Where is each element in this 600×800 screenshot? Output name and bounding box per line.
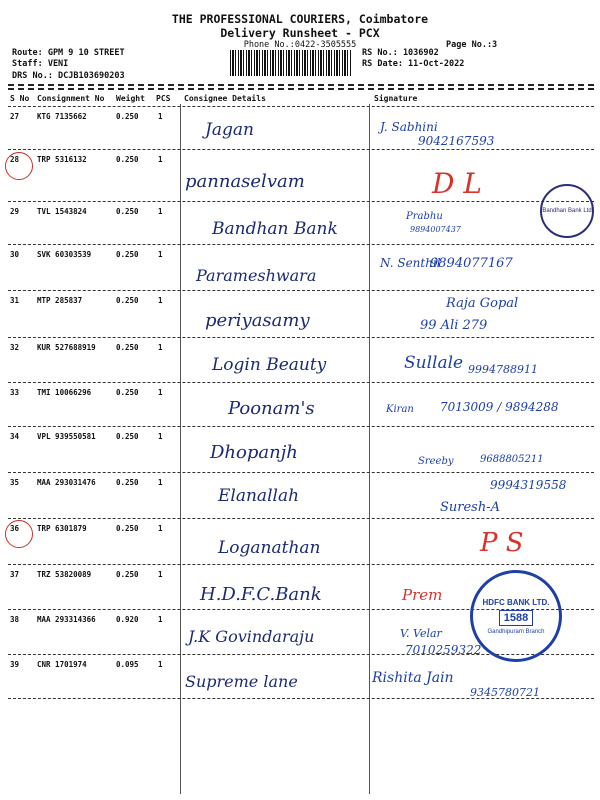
row-divider xyxy=(8,382,594,383)
row-consignee-handwritten: Elanallah xyxy=(218,486,300,506)
staff-label: Staff: VENI xyxy=(12,59,69,69)
row-sno: 29 xyxy=(10,207,20,216)
row-divider xyxy=(8,564,594,565)
row-pcs: 1 xyxy=(158,524,163,533)
row-consignee-handwritten: Poonam's xyxy=(228,398,315,419)
row-consignment-no: TRZ 53820089 xyxy=(37,570,92,579)
hdfc-stamp-name: HDFC BANK LTD. xyxy=(482,597,550,607)
row-weight: 0.250 xyxy=(116,207,139,216)
row-consignment-no: TRP 6301879 xyxy=(37,524,87,533)
row-consignment-no: KUR 527688919 xyxy=(37,343,96,352)
row-signature-phone: 9894007437 xyxy=(410,225,461,234)
col-consignment: Consignment No xyxy=(37,94,105,103)
rs-number: RS No.: 1036902 xyxy=(362,48,439,58)
row-divider xyxy=(8,518,594,519)
row-signature: Kiran xyxy=(386,404,414,415)
row-sno: 34 xyxy=(10,432,20,441)
hdfc-stamp xyxy=(470,570,562,662)
row-consignee-handwritten: Bandhan Bank xyxy=(212,219,338,239)
col-pcs: PCS xyxy=(156,94,171,103)
row-pcs: 1 xyxy=(158,207,163,216)
row-consignee-handwritten: Loganathan xyxy=(218,538,321,558)
row-signature: 9994319558 xyxy=(490,478,567,492)
row-divider xyxy=(8,290,594,291)
page-number: Page No.:3 xyxy=(446,40,498,50)
hdfc-stamp-code: 1588 xyxy=(499,610,533,626)
hdfc-stamp-branch: Gandhipuram Branch xyxy=(487,628,545,635)
row-sno: 30 xyxy=(10,250,20,259)
row-signature-phone: 7010259322 xyxy=(405,643,482,657)
rs-date: RS Date: 11-Oct-2022 xyxy=(362,59,465,69)
row-sno: 31 xyxy=(10,296,20,305)
row-divider xyxy=(8,201,594,202)
row-consignment-no: MAA 293031476 xyxy=(37,478,96,487)
row-consignee-handwritten: Parameshwara xyxy=(196,266,317,285)
bank-stamp-text: Bandhan Bank Ltd xyxy=(542,208,592,214)
row-signature-phone: 9894077167 xyxy=(430,256,513,271)
row-signature: Sullale xyxy=(404,353,464,373)
runsheet-subtitle: Delivery Runsheet - PCX xyxy=(220,26,380,40)
row-weight: 0.250 xyxy=(116,432,139,441)
row-consignment-no: KTG 7135662 xyxy=(37,112,87,121)
row-sno: 32 xyxy=(10,343,20,352)
row-consignment-no: SVK 60303539 xyxy=(37,250,92,259)
row-signature-phone: 99 Ali 279 xyxy=(420,318,488,333)
row-divider xyxy=(8,337,594,338)
row-weight: 0.250 xyxy=(116,343,139,352)
header-divider-2 xyxy=(8,88,594,90)
row-signature: J. Sabhini xyxy=(380,120,438,134)
row-signature: Prem xyxy=(402,586,443,604)
row-consignee-handwritten: periyasamy xyxy=(205,310,310,331)
row-consignee-handwritten: Supreme lane xyxy=(185,672,298,691)
row-pcs: 1 xyxy=(158,155,163,164)
row-weight: 0.250 xyxy=(116,524,139,533)
circle-mark-28 xyxy=(5,152,33,180)
row-pcs: 1 xyxy=(158,660,163,669)
row-consignee-handwritten: Login Beauty xyxy=(212,355,327,375)
row-sno: 35 xyxy=(10,478,20,487)
row-weight: 0.250 xyxy=(116,250,139,259)
row-consignee-handwritten: pannaselvam xyxy=(185,171,305,192)
row-signature-phone: Suresh-A xyxy=(440,500,501,515)
row-sno: 39 xyxy=(10,660,20,669)
row-divider xyxy=(8,426,594,427)
row-pcs: 1 xyxy=(158,388,163,397)
row-weight: 0.250 xyxy=(116,155,139,164)
row-sno: 28 xyxy=(10,155,20,164)
route-label: Route: GPM 9 10 STREET xyxy=(12,48,125,58)
row-signature-phone: 9994788911 xyxy=(468,363,538,376)
row-signature: N. Senthil xyxy=(380,256,441,270)
row-consignment-no: CNR 1701974 xyxy=(37,660,87,669)
row-pcs: 1 xyxy=(158,343,163,352)
row-weight: 0.095 xyxy=(116,660,139,669)
row-consignment-no: TVL 1543824 xyxy=(37,207,87,216)
row-consignment-no: VPL 939550581 xyxy=(37,432,96,441)
row-sno: 38 xyxy=(10,615,20,624)
row-weight: 0.920 xyxy=(116,615,139,624)
row-consignment-no: MAA 293314366 xyxy=(37,615,96,624)
row-signature: D L xyxy=(432,167,482,200)
row-pcs: 1 xyxy=(158,478,163,487)
row-signature: Prabhu xyxy=(406,211,443,222)
row-consignee-handwritten: H.D.F.C.Bank xyxy=(200,584,322,605)
row-signature-phone: 9688805211 xyxy=(480,454,544,465)
barcode xyxy=(230,50,352,76)
row-signature: Raja Gopal xyxy=(446,296,519,311)
row-consignment-no: TMI 10066296 xyxy=(37,388,92,397)
row-weight: 0.250 xyxy=(116,478,139,487)
col-signature: Signature xyxy=(374,94,418,103)
row-consignee-handwritten: Dhopanjh xyxy=(210,442,298,463)
row-sno: 33 xyxy=(10,388,20,397)
row-consignment-no: MTP 285837 xyxy=(37,296,83,305)
row-sno: 36 xyxy=(10,524,20,533)
row-pcs: 1 xyxy=(158,432,163,441)
row-weight: 0.250 xyxy=(116,570,139,579)
col-consignee: Consignee Details xyxy=(184,94,266,103)
row-divider xyxy=(8,472,594,473)
circle-mark-36 xyxy=(5,520,33,548)
row-weight: 0.250 xyxy=(116,112,139,121)
row-weight: 0.250 xyxy=(116,388,139,397)
row-signature: V. Velar xyxy=(400,627,442,640)
row-signature-phone: 7013009 / 9894288 xyxy=(440,400,559,414)
row-divider xyxy=(8,244,594,245)
row-divider xyxy=(8,698,594,699)
col-sno: S No xyxy=(10,94,30,103)
row-signature-phone: 9345780721 xyxy=(470,686,540,699)
row-sno: 27 xyxy=(10,112,20,121)
row-consignment-no: TRP 5316132 xyxy=(37,155,87,164)
row-signature-phone: 9042167593 xyxy=(418,134,495,148)
phone-number: Phone No.:0422-3505555 xyxy=(243,40,357,50)
col-weight: Weight xyxy=(116,94,145,103)
consignee-column-line xyxy=(180,104,181,794)
row-signature: P S xyxy=(480,528,524,558)
row-sno: 37 xyxy=(10,570,20,579)
row-signature: Sreeby xyxy=(418,456,454,467)
row-pcs: 1 xyxy=(158,615,163,624)
row-pcs: 1 xyxy=(158,250,163,259)
bank-stamp-round xyxy=(540,184,594,238)
row-signature: Rishita Jain xyxy=(372,670,454,686)
row-pcs: 1 xyxy=(158,570,163,579)
row-consignee-handwritten: Jagan xyxy=(205,120,254,140)
row-weight: 0.250 xyxy=(116,296,139,305)
row-divider xyxy=(8,149,594,150)
drs-number: DRS No.: DCJB103690203 xyxy=(12,71,125,81)
company-title: THE PROFESSIONAL COURIERS, Coimbatore xyxy=(171,12,429,26)
row-consignee-handwritten: J.K Govindaraju xyxy=(188,627,315,646)
header-divider xyxy=(8,84,594,86)
signature-column-line xyxy=(369,104,370,794)
row-pcs: 1 xyxy=(158,112,163,121)
column-header-divider xyxy=(8,106,594,107)
row-pcs: 1 xyxy=(158,296,163,305)
